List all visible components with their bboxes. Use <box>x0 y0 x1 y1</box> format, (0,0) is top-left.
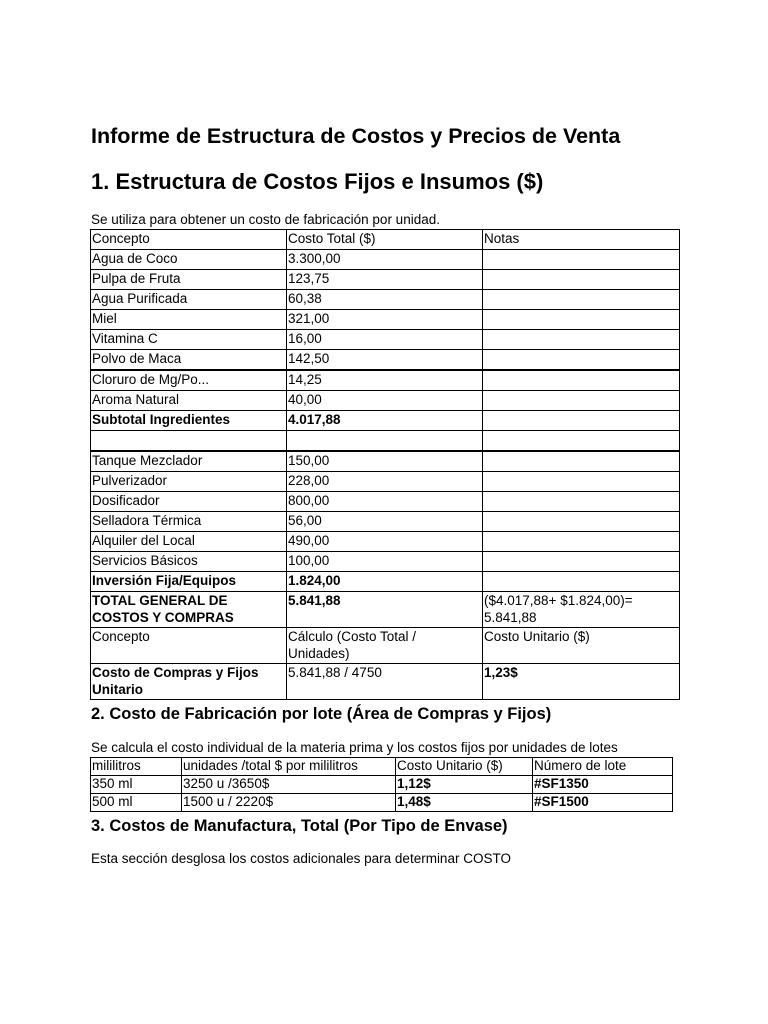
header-cell: Costo Unitario ($) <box>483 628 680 664</box>
fixed-total-label: Inversión Fija/Equipos <box>91 572 287 592</box>
table-cell <box>483 451 680 472</box>
table-cell: Aroma Natural <box>91 391 287 411</box>
table-row <box>91 776 673 794</box>
table-row <box>91 472 680 492</box>
table-cell <box>483 411 680 431</box>
fixed-total-row <box>91 572 680 592</box>
table-row <box>91 492 680 512</box>
table-cell: Polvo de Maca <box>91 350 287 371</box>
unit-cost-row <box>91 664 680 700</box>
table-cell: 321,00 <box>287 310 483 330</box>
table-cell: Agua de Coco <box>91 250 287 270</box>
table-cell: Alquiler del Local <box>91 532 287 552</box>
table-cell <box>483 290 680 310</box>
grand-total-note: ($4.017,88+ $1.824,00)= 5.841,88 <box>483 592 680 628</box>
header-cell: Concepto <box>91 628 287 664</box>
table-cell <box>287 431 483 452</box>
unit-cost-calc: 5.841,88 / 4750 <box>287 664 483 700</box>
header-cell: unidades /total $ por mililitros <box>182 758 396 776</box>
grand-total-value: 5.841,88 <box>287 592 483 628</box>
table-cell: 123,75 <box>287 270 483 290</box>
table-cell: 40,00 <box>287 391 483 411</box>
table-cell <box>483 370 680 391</box>
table-row <box>91 532 680 552</box>
table-cell: 800,00 <box>287 492 483 512</box>
table-cell: Cloruro de Mg/Po... <box>91 370 287 391</box>
unit-header-row <box>91 628 680 664</box>
table-cell: 142,50 <box>287 350 483 371</box>
table-cell: #SF1350 <box>533 776 673 794</box>
unit-cost-value: 1,23$ <box>483 664 680 700</box>
table-cell: 228,00 <box>287 472 483 492</box>
table-row <box>91 552 680 572</box>
table-cell: 490,00 <box>287 532 483 552</box>
table-cell: Miel <box>91 310 287 330</box>
table-cell: 3.300,00 <box>287 250 483 270</box>
fixed-total-value: 1.824,00 <box>287 572 483 592</box>
table-row <box>91 310 680 330</box>
header-cell: Costo Unitario ($) <box>396 758 533 776</box>
table-cell: Pulpa de Fruta <box>91 270 287 290</box>
header-cell: Concepto <box>91 230 287 250</box>
table-cell: 3250 u /3650$ <box>182 776 396 794</box>
table-cell: 60,38 <box>287 290 483 310</box>
section-3-heading: 3. Costos de Manufactura, Total (Por Tipo de Envase) <box>91 817 508 835</box>
table-cell <box>483 512 680 532</box>
table-cell <box>483 330 680 350</box>
document-title: Informe de Estructura de Costos y Precios de Venta <box>91 124 621 148</box>
table-header-row <box>91 758 673 776</box>
empty-row <box>91 431 680 452</box>
table-cell: 1,48$ <box>396 794 533 812</box>
table-cell <box>483 310 680 330</box>
table-cell <box>483 391 680 411</box>
table-cell: Tanque Mezclador <box>91 451 287 472</box>
table-cell: 16,00 <box>287 330 483 350</box>
table-row <box>91 270 680 290</box>
header-cell: mililitros <box>91 758 182 776</box>
subtotal-value: 4.017,88 <box>287 411 483 431</box>
table-cell: Agua Purificada <box>91 290 287 310</box>
table-cell: 500 ml <box>91 794 182 812</box>
table-cell: 350 ml <box>91 776 182 794</box>
section-3-intro: Esta sección desglosa los costos adicionales para determinar COSTO <box>91 851 511 866</box>
table-cell: 1,12$ <box>396 776 533 794</box>
table-cell: 150,00 <box>287 451 483 472</box>
table-cell <box>483 572 680 592</box>
table-row <box>91 512 680 532</box>
table-cell: Dosificador <box>91 492 287 512</box>
header-cell: Notas <box>483 230 680 250</box>
grand-total-label: TOTAL GENERAL DE COSTOS Y COMPRAS <box>91 592 287 628</box>
unit-cost-label: Costo de Compras y Fijos Unitario <box>91 664 287 700</box>
table-cell: 56,00 <box>287 512 483 532</box>
table-cell: Servicios Básicos <box>91 552 287 572</box>
header-cell: Cálculo (Costo Total / Unidades) <box>287 628 483 664</box>
table-cell: #SF1500 <box>533 794 673 812</box>
table-cell <box>483 472 680 492</box>
table-cell: Selladora Térmica <box>91 512 287 532</box>
table-cell <box>483 492 680 512</box>
table-cell: 14,25 <box>287 370 483 391</box>
table-cell: Pulverizador <box>91 472 287 492</box>
table-row <box>91 391 680 411</box>
table-cell: 1500 u / 2220$ <box>182 794 396 812</box>
table-cell <box>483 350 680 371</box>
section-1-intro: Se utiliza para obtener un costo de fabricación por unidad. <box>91 212 440 227</box>
table-row <box>91 370 680 391</box>
table-cell <box>483 532 680 552</box>
table-row <box>91 794 673 812</box>
table-cell <box>483 270 680 290</box>
table-row <box>91 330 680 350</box>
table-cell: Vitamina C <box>91 330 287 350</box>
table-cell <box>483 250 680 270</box>
table-cell <box>91 431 287 452</box>
table-row <box>91 350 680 371</box>
section-2-intro: Se calcula el costo individual de la materia prima y los costos fijos por unidades de lotes <box>91 740 618 755</box>
batch-cost-table <box>90 757 673 812</box>
fixed-costs-table <box>90 229 680 700</box>
table-cell: 100,00 <box>287 552 483 572</box>
header-cell: Número de lote <box>533 758 673 776</box>
subtotal-row <box>91 411 680 431</box>
table-header-row <box>91 230 680 250</box>
grand-total-row <box>91 592 680 628</box>
subtotal-label: Subtotal Ingredientes <box>91 411 287 431</box>
section-2-heading: 2. Costo de Fabricación por lote (Área de Compras y Fijos) <box>91 705 552 723</box>
table-cell <box>483 431 680 452</box>
table-row <box>91 451 680 472</box>
table-row <box>91 250 680 270</box>
table-row <box>91 290 680 310</box>
section-1-heading: 1. Estructura de Costos Fijos e Insumos ($) <box>91 169 544 194</box>
header-cell: Costo Total ($) <box>287 230 483 250</box>
table-cell <box>483 552 680 572</box>
